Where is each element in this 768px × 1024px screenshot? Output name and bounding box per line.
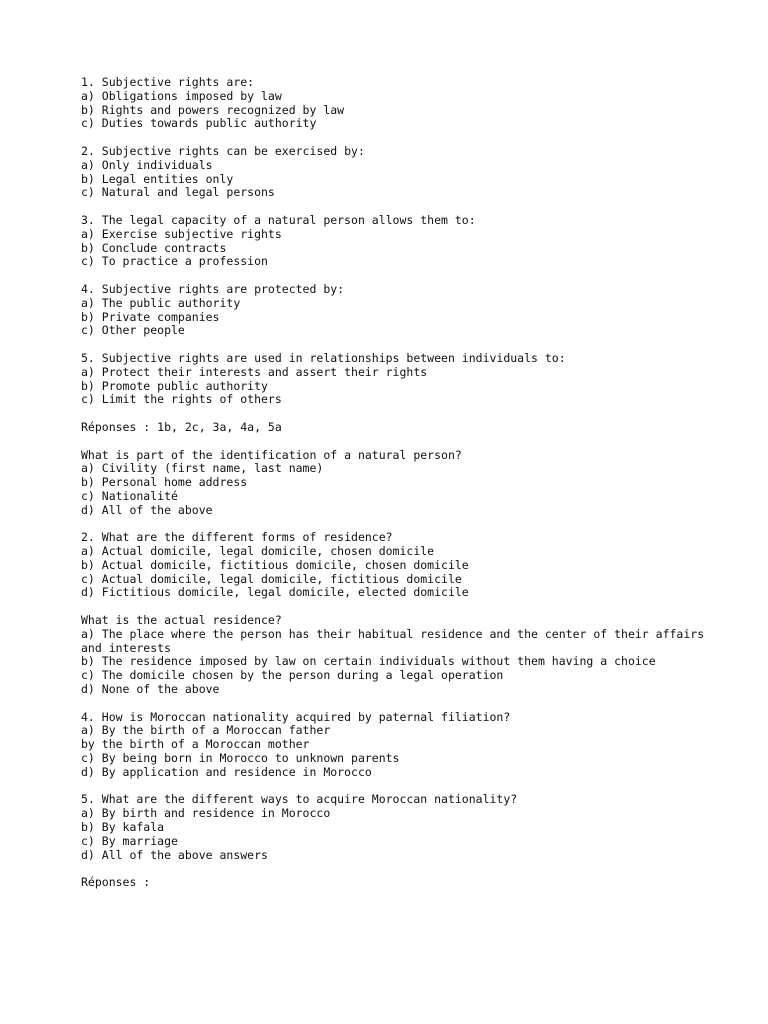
text-line: d) By application and residence in Morocco — [81, 764, 372, 779]
text-line: Réponses : 1b, 2c, 3a, 4a, 5a — [81, 419, 282, 434]
text-line: a) By the birth of a Moroccan father — [81, 723, 331, 738]
text-line: a) Actual domicile, legal domicile, chosen domicile — [81, 544, 435, 559]
text-line: 2. Subjective rights can be exercised by: — [81, 143, 365, 158]
text-block — [81, 531, 768, 600]
text-line: c) Natural and legal persons — [81, 185, 275, 200]
text-line: b) Legal entities only — [81, 171, 234, 186]
document-page — [81, 76, 768, 904]
text-line: c) By marriage — [81, 833, 178, 848]
text-line: c) To practice a profession — [81, 254, 268, 269]
text-block — [81, 352, 768, 407]
text-block — [81, 283, 768, 338]
text-block — [81, 793, 768, 862]
text-line: c) Nationalité — [81, 488, 178, 503]
text-line: 4. How is Moroccan nationality acquired by paternal filiation? — [81, 709, 511, 724]
text-line: c) The domicile chosen by the person during a legal operation — [81, 668, 504, 683]
text-line: b) Promote public authority — [81, 378, 268, 393]
text-line: 1. Subjective rights are: — [81, 75, 255, 89]
text-line: 2. What are the different forms of residence? — [81, 530, 393, 545]
text-line: b) Private companies — [81, 309, 220, 324]
text-line: b) Personal home address — [81, 475, 248, 490]
text-line: Réponses : — [81, 875, 151, 890]
text-block — [81, 449, 768, 518]
text-line: a) The place where the person has their habitual residence and the center of their affairs — [81, 626, 705, 641]
text-line: What is the actual residence? — [81, 613, 282, 628]
text-line: d) None of the above — [81, 682, 220, 697]
text-line: c) By being born in Morocco to unknown parents — [81, 751, 400, 766]
text-line: a) Civility (first name, last name) — [81, 461, 324, 476]
text-line: a) Protect their interests and assert their rights — [81, 364, 428, 379]
text-line: 5. Subjective rights are used in relationships between individuals to: — [81, 350, 566, 365]
text-line: b) The residence imposed by law on certain individuals without them having a choice — [81, 654, 656, 669]
text-line: c) Limit the rights of others — [81, 392, 282, 407]
text-line: d) Fictitious domicile, legal domicile, elected domicile — [81, 585, 469, 600]
text-block — [81, 214, 768, 269]
text-block — [81, 145, 768, 200]
text-line: c) Other people — [81, 323, 185, 338]
text-line: a) Exercise subjective rights — [81, 226, 282, 241]
text-line: 4. Subjective rights are protected by: — [81, 281, 345, 296]
text-line: 5. What are the different ways to acquire Moroccan nationality? — [81, 792, 518, 807]
text-block — [81, 711, 768, 780]
text-line: c) Duties towards public authority — [81, 116, 317, 131]
text-block — [81, 876, 768, 890]
text-line: b) Rights and powers recognized by law — [81, 102, 345, 117]
text-line: d) All of the above answers — [81, 847, 268, 862]
text-line: a) Only individuals — [81, 157, 213, 172]
text-line: by the birth of a Moroccan mother — [81, 737, 310, 752]
text-line: c) Actual domicile, legal domicile, fictitious domicile — [81, 571, 462, 586]
text-line: b) Conclude contracts — [81, 240, 227, 255]
text-block — [81, 76, 768, 131]
text-line: a) The public authority — [81, 295, 241, 310]
text-line: a) Obligations imposed by law — [81, 88, 282, 103]
text-block — [81, 614, 768, 697]
text-line: d) All of the above — [81, 502, 213, 517]
text-line: a) By birth and residence in Morocco — [81, 806, 331, 821]
text-line: b) Actual domicile, fictitious domicile, chosen domicile — [81, 557, 469, 572]
text-block — [81, 421, 768, 435]
text-line: and interests — [81, 640, 172, 655]
text-line: b) By kafala — [81, 820, 165, 835]
text-line: 3. The legal capacity of a natural person allows them to: — [81, 212, 476, 227]
text-line: What is part of the identification of a natural person? — [81, 447, 462, 462]
